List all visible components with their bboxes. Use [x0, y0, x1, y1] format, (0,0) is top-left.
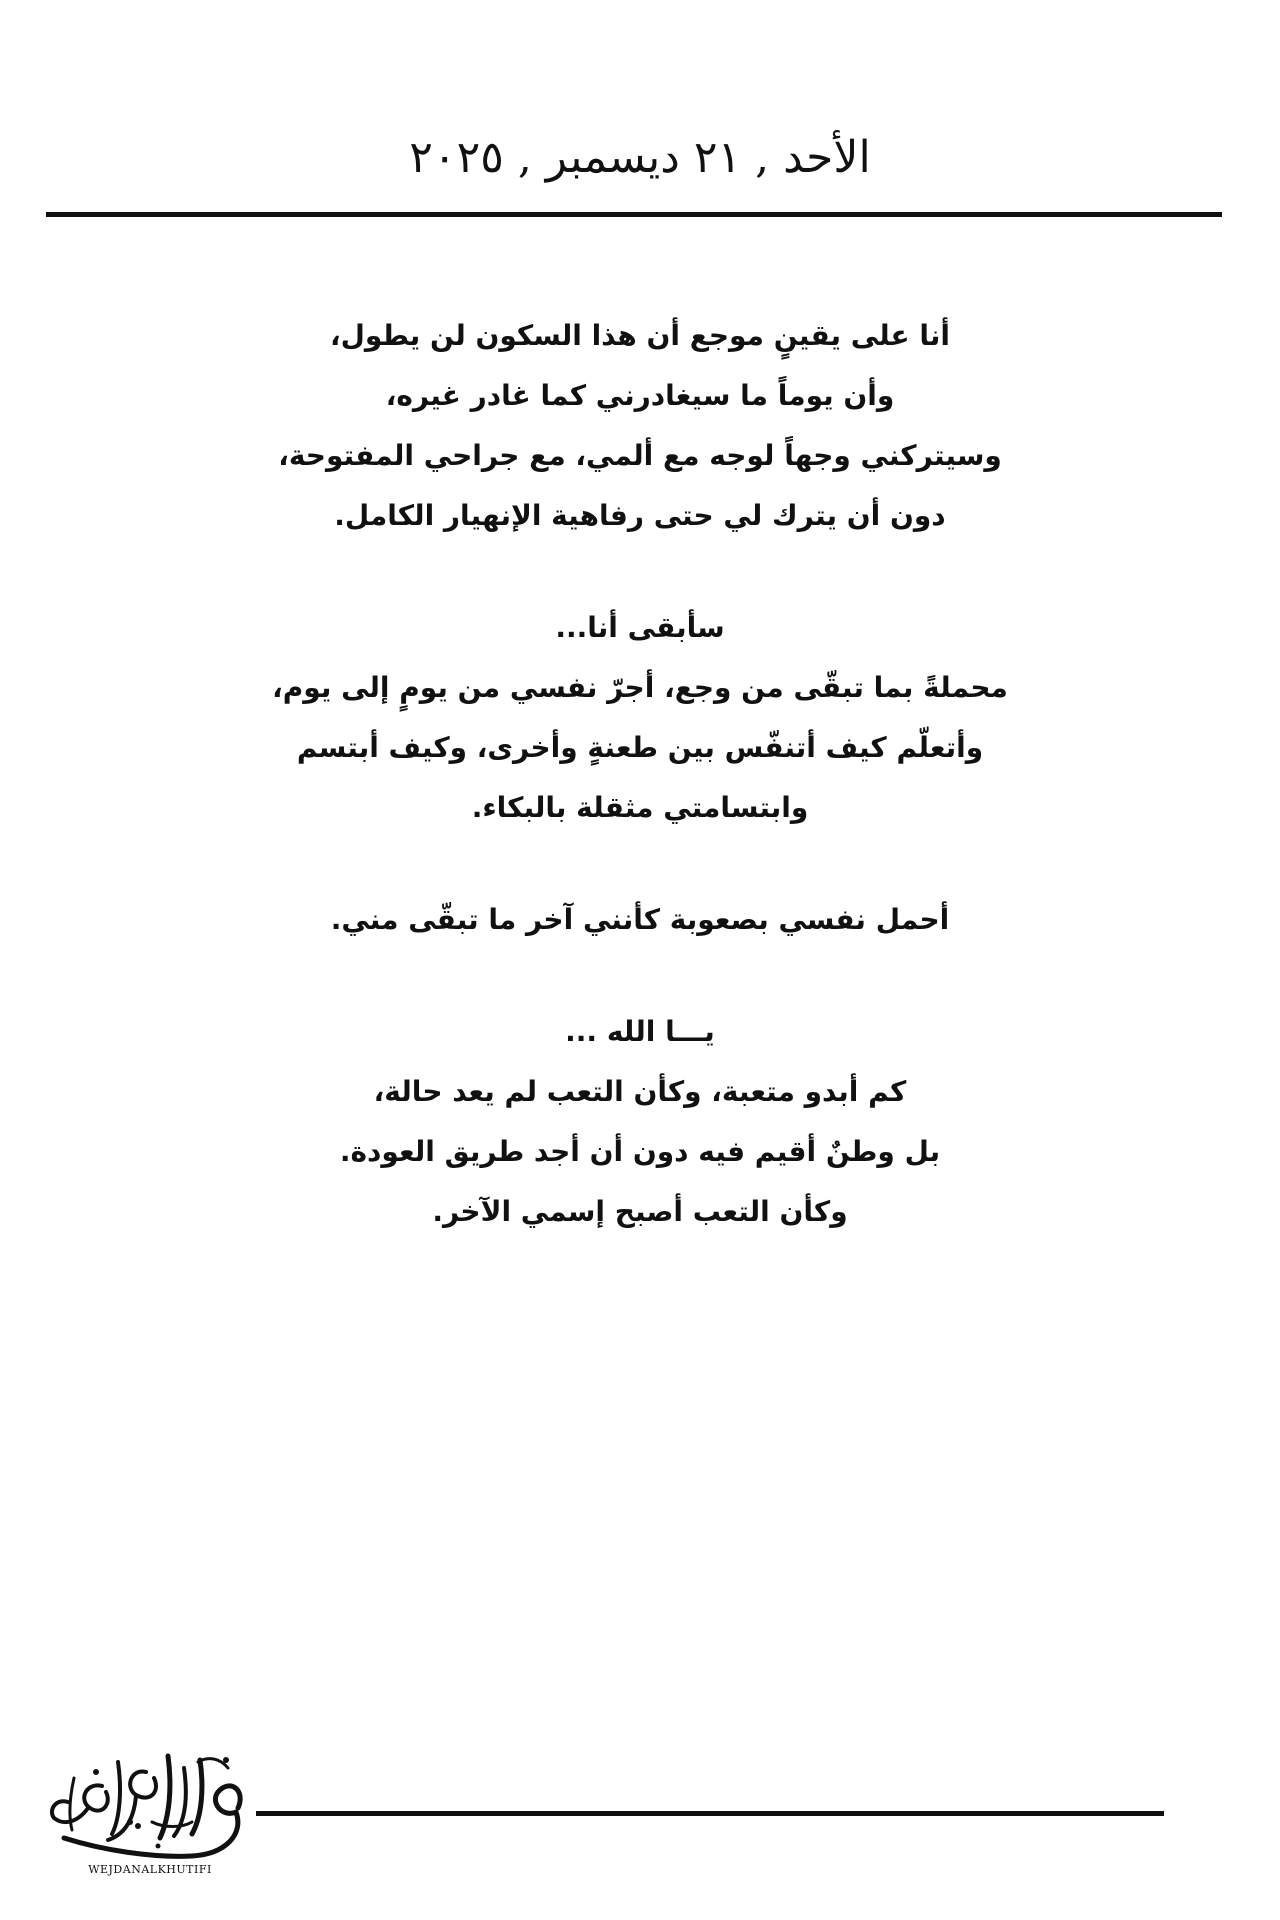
- stanza-1: [0, 306, 1280, 546]
- stanza-4: [0, 1002, 1280, 1242]
- poem-line: أنا على يقينٍ موجع أن هذا السكون لن يطول،: [330, 319, 950, 352]
- page-date: الأحد , ٢١ ديسمبر , ٢٠٢٥: [409, 132, 871, 183]
- poem-body: [0, 306, 1280, 1294]
- poem-line: وأتعلّم كيف أتنفّس بين طعنةٍ وأخرى، وكيف أبتسم: [296, 731, 984, 764]
- poem-line: بل وطنٌ أقيم فيه دون أن أجد طريق العودة.: [339, 1135, 941, 1168]
- poem-line: محملةً بما تبقّى من وجع، أجرّ نفسي من يومٍ إلى يوم،: [272, 671, 1008, 704]
- poem-line: سأبقى أنا...: [555, 611, 725, 644]
- stanza-2: [0, 598, 1280, 838]
- poem-line: دون أن يترك لي حتى رفاهية الإنهيار الكامل.: [334, 499, 946, 532]
- poem-line: يـــا الله ...: [565, 1015, 715, 1048]
- poem-line: كم أبدو متعبة، وكأن التعب لم يعد حالة،: [373, 1075, 907, 1108]
- calligraphy-signature-icon: [42, 1738, 252, 1870]
- poem-line: وابتسامتي مثقلة بالبكاء.: [471, 791, 809, 824]
- poem-line: وكأن التعب أصبح إسمي الآخر.: [432, 1195, 848, 1228]
- signature-caption: WEJDANALKHUTIFI: [88, 1863, 212, 1876]
- top-divider: [46, 212, 1222, 217]
- poem-line: وأن يوماً ما سيغادرني كما غادر غيره،: [385, 379, 895, 412]
- bottom-divider: [256, 1811, 1164, 1816]
- stanza-3: [0, 890, 1280, 950]
- poem-line: أحمل نفسي بصعوبة كأنني آخر ما تبقّى مني.: [330, 903, 950, 936]
- poem-line: وسيتركني وجهاً لوجه مع ألمي، مع جراحي المفتوحة،: [278, 439, 1002, 472]
